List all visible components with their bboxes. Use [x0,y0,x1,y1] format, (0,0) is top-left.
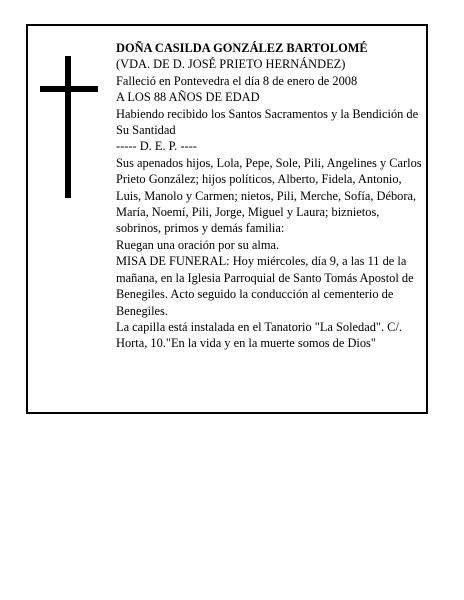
obituary-text [116,40,426,352]
funeral-mass-info: MISA DE FUNERAL: Hoy miércoles, día 9, a las 11 de la mañana, en la Iglesia Parroquial de Santo Tomás Apostol de Benegiles. Acto seguido la conducción al cementerio de Benegiles. [116,254,414,318]
age-line: A LOS 88 AÑOS DE EDAD [116,90,260,105]
cross-icon [40,56,98,198]
sacraments-line: Habiendo recibido los Santos Sacramentos y la Bendición de Su Santidad [116,106,419,138]
widow-of-line: (VDA. DE D. JOSÉ PRIETO HERNÁNDEZ) [116,57,346,72]
deceased-name: DOÑA CASILDA GONZÁLEZ BARTOLOMÉ [116,41,368,55]
obituary-notice [26,24,428,414]
chapel-info: La capilla está instalada en el Tanatorio "La Soledad". C/. Horta, 10."En la vida y en la muerte somos de Dios" [116,319,402,351]
prayer-request: Ruegan una oración por su alma. [116,237,280,252]
cross-vertical-bar [65,56,71,198]
death-info: Falleció en Pontevedra el día 8 de enero de 2008 [116,73,358,88]
rip-line: ----- D. E. P. ---- [116,139,197,154]
cross-horizontal-bar [40,86,98,92]
family-list: Sus apenados hijos, Lola, Pepe, Sole, Pili, Angelines y Carlos Prieto González; hijos políticos, Alberto, Fidela, Antonio, Luis, Manolo y Carmen; nietos, Pili, Merche, Sofía, Débora, María, Noemí, Pili, Jorge, Miguel y Laura; biznietos, sobrinos, primos y demás familia: [116,155,422,236]
